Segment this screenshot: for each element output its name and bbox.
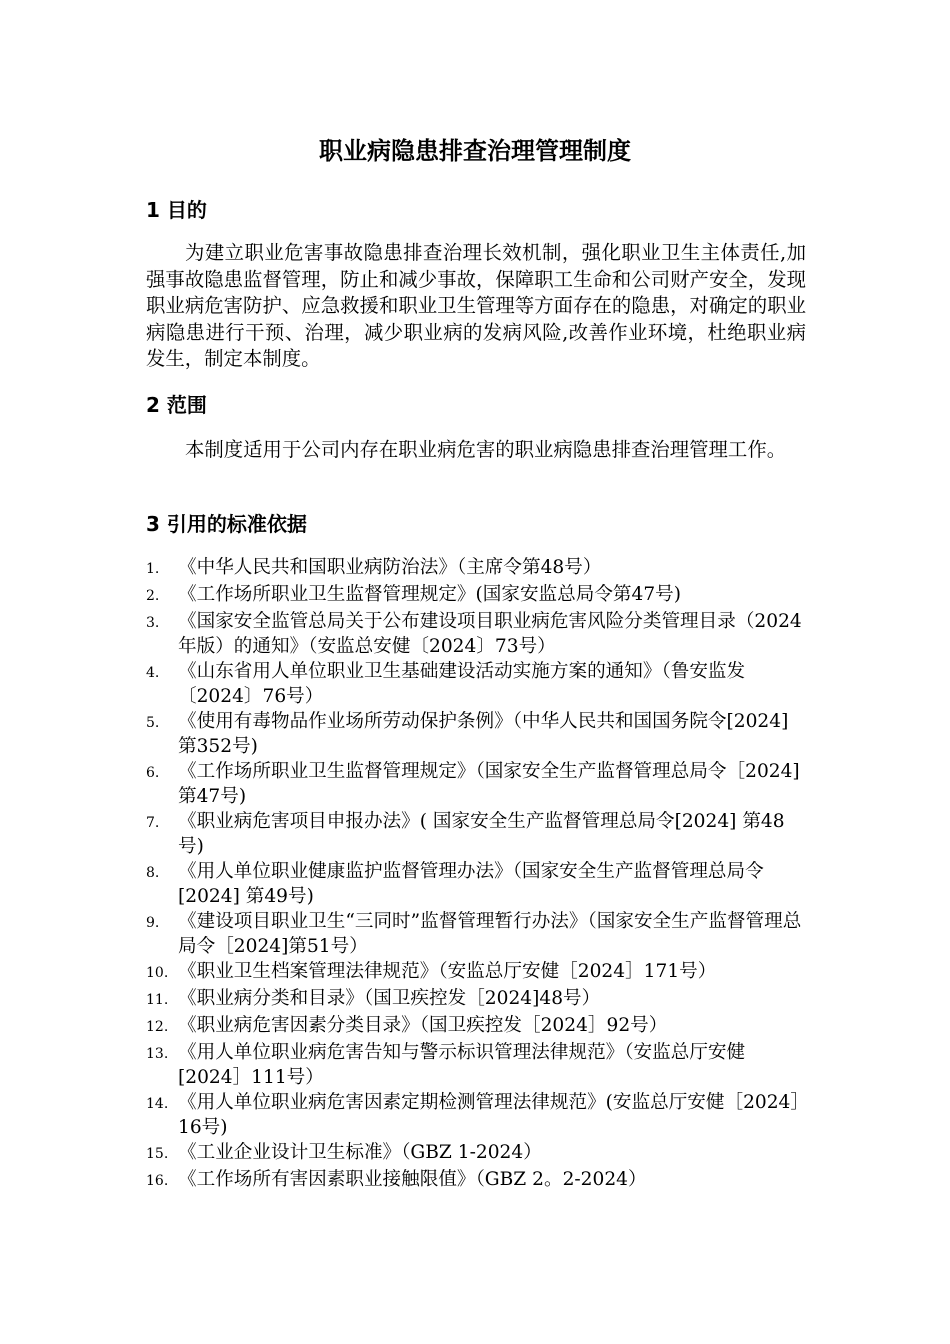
reference-item [146,1040,806,1090]
reference-item [146,1140,806,1167]
section-paragraph-scope: 本制度适用于公司内存在职业病危害的职业病隐患排查治理管理工作。 [185,438,787,461]
section-heading-scope: 2 范围 [146,393,207,417]
reference-number: 15. [146,1146,169,1162]
reference-number: 1. [146,561,160,577]
reference-text: 《工业企业设计卫生标准》（GBZ 1-2024） [178,1142,542,1163]
reference-item [146,959,806,986]
reference-text: 《使用有毒物品作业场所劳动保护条例》（中华人民共和国国务院令[2024]第352号) [178,711,789,757]
reference-item [146,555,806,582]
reference-text: 《用人单位职业健康监护监督管理办法》（国家安全生产监督管理总局令[2024] 第49号) [178,861,764,907]
reference-number: 16. [146,1173,169,1189]
reference-number: 11. [146,992,169,1008]
reference-item [146,859,806,909]
reference-text: 《职业病危害项目申报办法》( 国家安全生产监督管理总局令[2024] 第48号) [178,811,785,857]
reference-number: 4. [146,665,160,681]
reference-text: 《山东省用人单位职业卫生基础建设活动实施方案的通知》（鲁安监发〔2024〕76号） [178,661,746,707]
reference-number: 8. [146,865,160,881]
reference-item [146,759,806,809]
reference-text: 《国家安全监管总局关于公布建设项目职业病危害风险分类管理目录（2024年版）的通知》（安监总安健〔2024〕73号） [178,611,802,657]
reference-text: 《建设项目职业卫生“三同时”监督管理暂行办法》（国家安全生产监督管理总局令［2024]第51号） [178,911,802,957]
document-title: 职业病隐患排查治理管理制度 [319,137,631,165]
reference-item [146,609,806,659]
reference-item [146,709,806,759]
reference-text: 《中华人民共和国职业病防治法》（主席令第48号） [178,557,602,578]
reference-number: 10. [146,965,169,981]
reference-text: 《工作场所职业卫生监督管理规定》（国家安全生产监督管理总局令［2024]第47号) [178,761,800,807]
reference-text: 《职业病分类和目录》（国卫疾控发［2024]48号） [178,988,601,1009]
reference-text: 《职业卫生档案管理法律规范》（安监总厅安健［2024］171号） [178,961,717,982]
section-heading-purpose: 1 目的 [146,198,207,222]
reference-item [146,1167,806,1194]
reference-number: 2. [146,588,160,604]
reference-text: 《职业病危害因素分类目录》（国卫疾控发［2024］92号） [178,1015,668,1036]
reference-item [146,1013,806,1040]
reference-number: 12. [146,1019,169,1035]
reference-item [146,809,806,859]
reference-item [146,582,806,609]
section-paragraph-purpose: 为建立职业危害事故隐患排查治理长效机制，强化职业卫生主体责任,加强事故隐患监督管理，防止和减少事故，保障职工生命和公司财产安全，发现职业病危害防护、应急救援和职业卫生管理等方面存在的隐患，对确定的职业病隐患进行干预、治理，减少职业病的发病风险,改善作业环境，杜绝职业病发生，制定本制度。 [146,241,806,370]
reference-number: 9. [146,915,160,931]
reference-text: 《用人单位职业病危害因素定期检测管理法律规范》(安监总厅安健［2024］16号) [178,1092,800,1138]
reference-number: 13. [146,1046,169,1062]
reference-number: 14. [146,1096,169,1112]
reference-text: 《用人单位职业病危害告知与警示标识管理法律规范》（安监总厅安健[2024］111号） [178,1042,746,1088]
reference-number: 3. [146,615,160,631]
reference-text: 《工作场所有害因素职业接触限值》（GBZ 2。2-2024） [178,1169,647,1190]
reference-text: 《工作场所职业卫生监督管理规定》(国家安监总局令第47号) [178,584,682,605]
reference-item [146,986,806,1013]
reference-number: 5. [146,715,160,731]
reference-item [146,1090,806,1140]
reference-number: 7. [146,815,160,831]
reference-list [146,555,806,1194]
reference-item [146,909,806,959]
section-heading-references: 3 引用的标准依据 [146,512,307,536]
reference-number: 6. [146,765,160,781]
reference-item [146,659,806,709]
